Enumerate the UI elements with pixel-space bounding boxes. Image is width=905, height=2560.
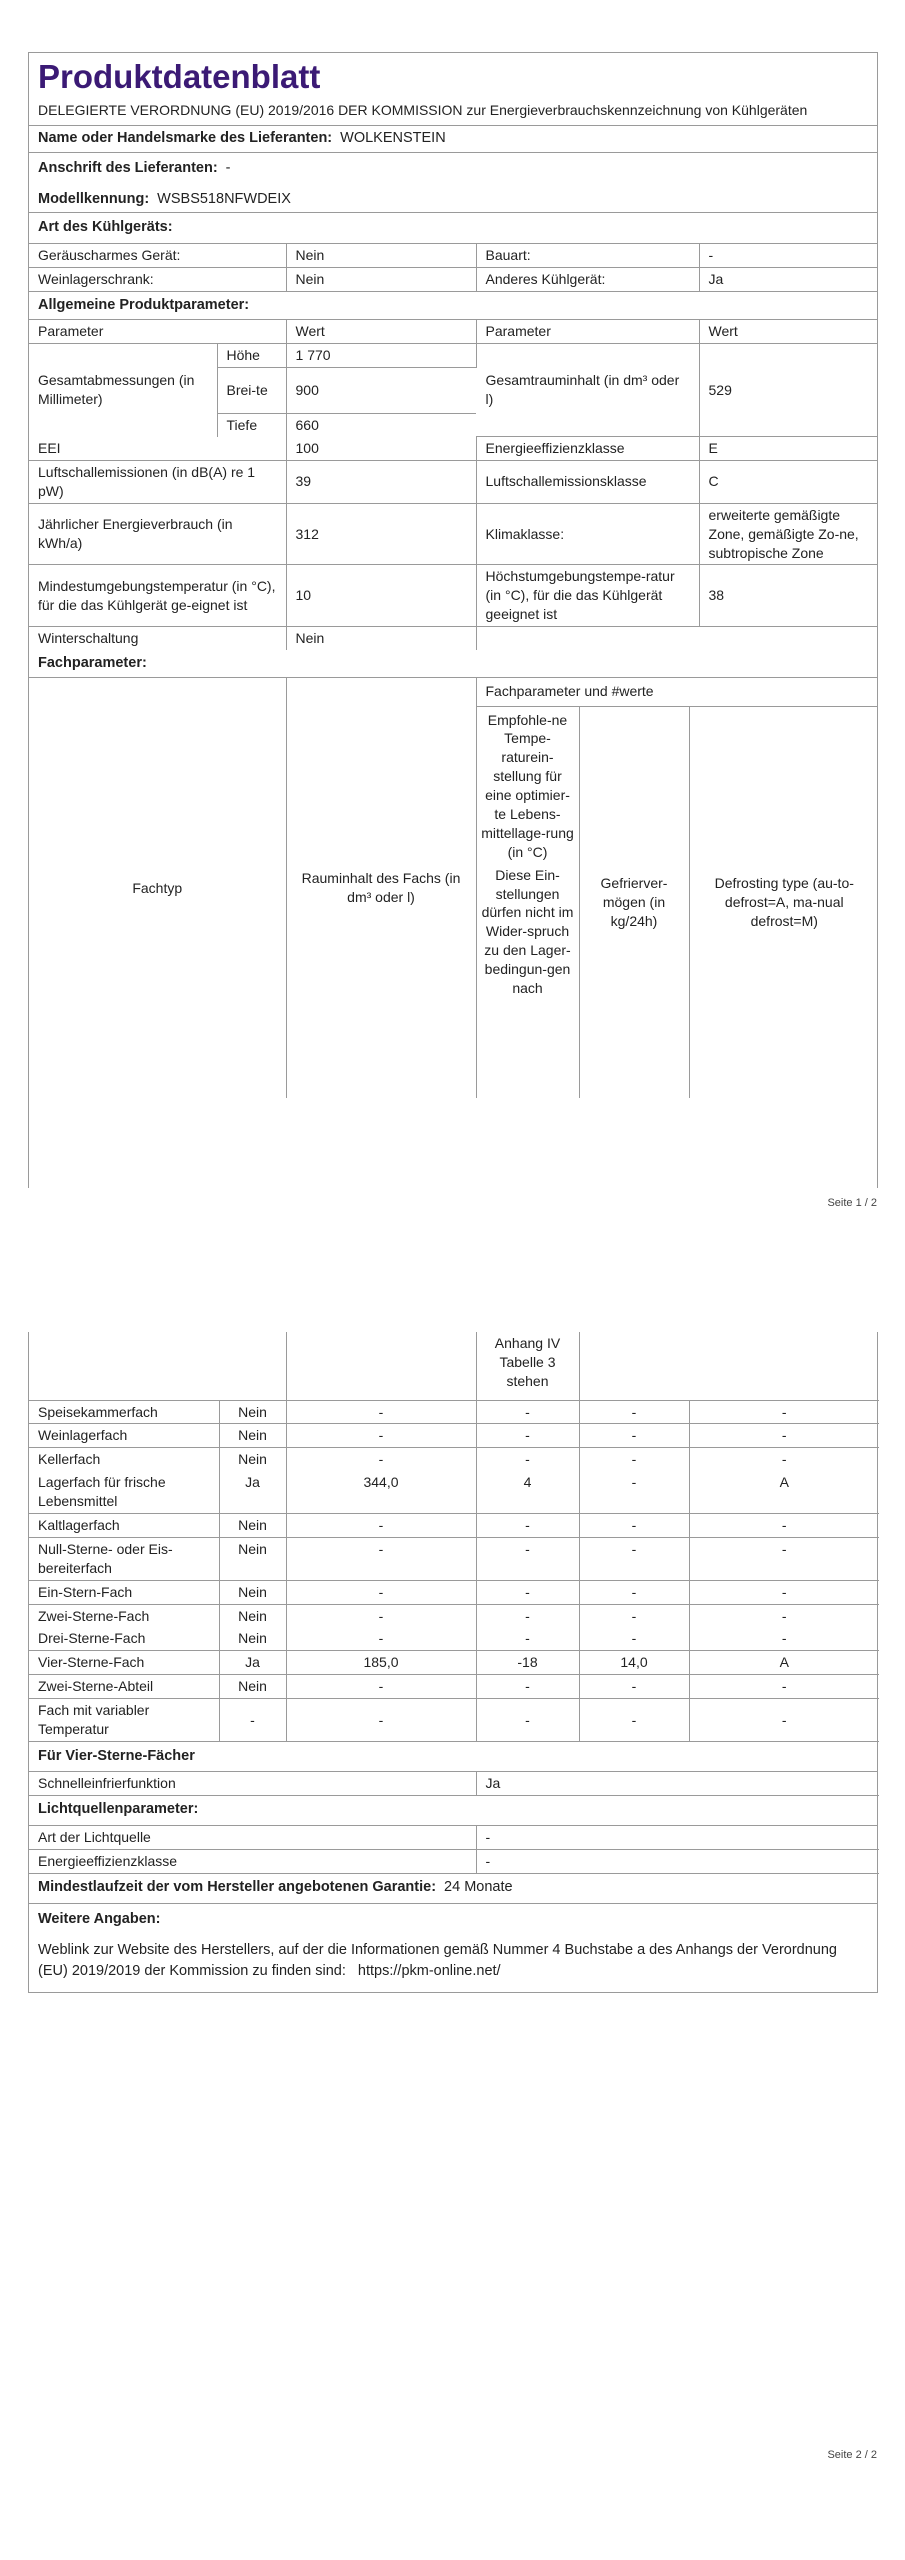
header-value: Wert (286, 320, 476, 343)
address-value: - (225, 160, 231, 177)
compartment-name: Speisekammerfach (29, 1400, 219, 1424)
compartment-defrost: - (689, 1627, 879, 1650)
supplier-label: Name oder Handelsmarke des Lieferanten: (38, 130, 333, 147)
further-section-heading: Weitere Angaben: (38, 1910, 161, 1927)
type-label: Bauart: (476, 244, 699, 267)
light-type-label: Art der Lichtquelle (29, 1826, 476, 1849)
compartment-freeze: - (579, 1513, 689, 1537)
fach-header-table (29, 678, 878, 1098)
supplier-value: WOLKENSTEIN (340, 130, 446, 147)
compartment-name: Zwei-Sterne-Fach (29, 1604, 219, 1627)
ee-class-value: E (699, 437, 878, 461)
regulation-subtitle: DELEGIERTE VERORDNUNG (EU) 2019/2016 DER KOMMISSION zur Energieverbrauchskennzeichnung von Kühlgeräten (29, 99, 877, 127)
ee-class-label: Energieeffizienzklasse (476, 437, 699, 461)
four-star-section-heading: Für Vier-Sterne-Fächer (29, 1742, 877, 1772)
compartment-present: Nein (219, 1448, 286, 1471)
compartment-name: Vier-Sterne-Fach (29, 1651, 219, 1675)
compartment-freeze: - (579, 1400, 689, 1424)
page-number-1: Seite 1 / 2 (827, 1197, 877, 1209)
warranty-row (29, 1874, 877, 1904)
energy-label: Jährlicher Energieverbrauch (in kWh/a) (29, 503, 286, 565)
light-type-value: - (476, 1826, 879, 1849)
compartment-defrost: - (689, 1699, 879, 1742)
compartment-volume: - (286, 1400, 476, 1424)
max-temp-label: Höchstumgebungstempe-ratur (in °C), für die das Kühlgerät geeignet ist (476, 565, 699, 627)
compartment-defrost: - (689, 1537, 879, 1580)
compartment-temp: - (476, 1513, 579, 1537)
height-label: Höhe (217, 343, 286, 367)
compartment-name: Kaltlagerfach (29, 1513, 219, 1537)
type-label: Anderes Kühlgerät: (476, 268, 699, 292)
compartment-name: Fach mit variabler Temperatur (29, 1699, 219, 1742)
compartment-name: Kellerfach (29, 1448, 219, 1471)
header-fachtyp: Fachtyp (29, 678, 286, 1098)
page-2 (0, 1240, 905, 2560)
header-defrost: Defrosting type (au-to-defrost=A, ma-nual defrost=M) (714, 874, 854, 929)
compartment-defrost: - (689, 1675, 879, 1699)
general-table (29, 320, 878, 650)
temperature-text-2: Diese Ein-stellungen dürfen nicht im Wider-spruch zu den Lager-bedingun-gen nach (481, 866, 574, 996)
header-volume: Rauminhalt des Fachs (in dm³ oder l) (286, 678, 476, 1098)
compartment-present: Ja (219, 1651, 286, 1675)
table-row (29, 1448, 879, 1471)
max-temp-value: 38 (699, 565, 878, 627)
compartment-defrost: - (689, 1513, 879, 1537)
compartment-defrost: A (689, 1471, 879, 1513)
compartment-temp: - (476, 1448, 579, 1471)
min-temp-label: Mindestumgebungstemperatur (in °C), für die das Kühlgerät ge-eignet ist (29, 565, 286, 627)
table-row (29, 1651, 879, 1675)
compartment-temp: - (476, 1604, 579, 1627)
compartment-temp: - (476, 1424, 579, 1448)
compartment-present: Nein (219, 1537, 286, 1580)
compartment-freeze: - (579, 1424, 689, 1448)
further-info (29, 1936, 877, 1992)
compartment-present: Nein (219, 1424, 286, 1448)
compartment-freeze: - (579, 1627, 689, 1650)
type-section-heading: Art des Kühlgeräts: (29, 213, 877, 244)
table-row (29, 1675, 879, 1699)
compartment-freeze: - (579, 1675, 689, 1699)
compartment-volume: - (286, 1424, 476, 1448)
type-row (29, 244, 878, 267)
table-row (29, 1537, 879, 1580)
type-value: - (699, 244, 878, 267)
compartment-volume: 185,0 (286, 1651, 476, 1675)
compartment-temp: - (476, 1675, 579, 1699)
general-header-row (29, 320, 878, 343)
temperature-text-1: Empfohle-ne Tempe-raturein-stellung für eine optimier-te Lebens-mittellage-rung (in °C) (481, 711, 574, 860)
winter-label: Winterschaltung (29, 627, 286, 650)
compartment-present: Nein (219, 1513, 286, 1537)
table-row (29, 1471, 879, 1513)
compartment-present: Nein (219, 1580, 286, 1604)
type-label: Geräuscharmes Gerät: (29, 244, 286, 267)
header-temperature (476, 706, 579, 1098)
header-param: Parameter (476, 320, 699, 343)
compartment-freeze: - (579, 1448, 689, 1471)
compartment-table (29, 1332, 879, 1742)
compartment-temp: 4 (476, 1471, 579, 1513)
table-row (29, 1604, 879, 1627)
light-class-value: - (476, 1849, 879, 1873)
type-row (29, 268, 878, 292)
compartment-volume: - (286, 1537, 476, 1580)
table-row (29, 1400, 879, 1424)
noise-class-value: C (699, 461, 878, 504)
compartment-freeze: - (579, 1471, 689, 1513)
volume-value: 529 (699, 343, 878, 436)
compartment-name: Zwei-Sterne-Abteil (29, 1675, 219, 1699)
light-section-heading: Lichtquellenparameter: (29, 1796, 877, 1826)
height-value: 1 770 (286, 343, 476, 367)
noise-label: Luftschallemissionen (in dB(A) re 1 pW) (29, 461, 286, 504)
compartment-present: - (219, 1699, 286, 1742)
compartment-name: Ein-Stern-Fach (29, 1580, 219, 1604)
compartment-name: Null-Sterne- oder Eis-bereiterfach (29, 1537, 219, 1580)
compartment-freeze: - (579, 1604, 689, 1627)
type-table (29, 244, 878, 292)
compartment-temp: -18 (476, 1651, 579, 1675)
compartment-volume: - (286, 1513, 476, 1537)
model-value: WSBS518NFWDEIX (157, 190, 291, 207)
compartment-volume: - (286, 1699, 476, 1742)
table-row (29, 1513, 879, 1537)
datasheet-page-1 (28, 52, 878, 1188)
compartment-present: Nein (219, 1400, 286, 1424)
compartment-defrost: A (689, 1651, 879, 1675)
energy-value: 312 (286, 503, 476, 565)
table-row (29, 1627, 879, 1650)
header-freeze: Gefrierver-mögen (in kg/24h) (579, 706, 689, 1098)
type-value: Ja (699, 268, 878, 292)
warranty-label: Mindestlaufzeit der vom Hersteller angebotenen Garantie: (38, 1879, 437, 1896)
page-title: Produktdatenblatt (38, 58, 321, 95)
page-number-2: Seite 2 / 2 (827, 2449, 877, 2461)
compartment-volume: - (286, 1627, 476, 1650)
compartment-volume: - (286, 1448, 476, 1471)
climate-label: Klimaklasse: (476, 503, 699, 565)
table-row (29, 1580, 879, 1604)
compartment-volume: - (286, 1580, 476, 1604)
header-continuation-row (29, 1332, 879, 1400)
compartment-freeze: 14,0 (579, 1651, 689, 1675)
compartment-temp: - (476, 1627, 579, 1650)
compartment-name: Weinlagerfach (29, 1424, 219, 1448)
address-label: Anschrift des Lieferanten: (38, 160, 218, 177)
eei-label: EEI (29, 437, 286, 461)
climate-value: erweiterte gemäßigte Zone, gemäßigte Zo-ne, subtropische Zone (699, 503, 878, 565)
winter-value: Nein (286, 627, 476, 650)
compartment-present: Nein (219, 1675, 286, 1699)
general-section-heading: Allgemeine Produktparameter: (29, 292, 877, 320)
compartment-defrost: - (689, 1400, 879, 1424)
width-value: 900 (286, 367, 476, 413)
compartment-defrost: - (781, 1607, 787, 1624)
dimensions-label: Gesamtabmessungen (in Millimeter) (29, 343, 217, 436)
compartment-present: Ja (219, 1471, 286, 1513)
further-text: Weblink zur Website des Herstellers, auf der die Informationen gemäß Nummer 4 Buchstabe a des Anhangs der Verordnung (EU) 2019/2019 der Kommission zu finden sind: (38, 1941, 838, 1979)
light-class-label: Energieeffizienzklasse (29, 1849, 476, 1873)
depth-label: Tiefe (217, 413, 286, 436)
compartment-present: Nein (219, 1627, 286, 1650)
light-table (29, 1826, 879, 1874)
compartment-defrost: - (689, 1424, 879, 1448)
quickfreeze-table (29, 1772, 879, 1796)
width-label: Brei-te (217, 367, 286, 413)
min-temp-value: 10 (286, 565, 476, 627)
temperature-text-3: Anhang IV Tabelle 3 stehen (476, 1332, 579, 1400)
type-value: Nein (286, 268, 476, 292)
compartment-temp: - (476, 1400, 579, 1424)
noise-value: 39 (286, 461, 476, 504)
compartment-freeze: - (579, 1537, 689, 1580)
table-row (29, 1699, 879, 1742)
datasheet-page-2 (28, 1332, 878, 1993)
address-row (29, 153, 877, 182)
model-label: Modellkennung: (38, 190, 150, 207)
compartment-defrost: - (781, 1451, 787, 1468)
type-value: Nein (286, 244, 476, 267)
compartment-name: Drei-Sterne-Fach (29, 1627, 219, 1650)
fach-section-heading: Fachparameter: (29, 650, 877, 678)
compartment-present: Nein (219, 1604, 286, 1627)
model-row (29, 182, 877, 214)
volume-label: Gesamtrauminhalt (in dm³ oder l) (476, 343, 699, 436)
compartment-freeze: - (579, 1580, 689, 1604)
compartment-defrost: - (689, 1580, 879, 1604)
compartment-volume: - (286, 1604, 476, 1627)
header-value: Wert (699, 320, 878, 343)
table-row (29, 1424, 879, 1448)
depth-value: 660 (295, 416, 319, 433)
eei-value: 100 (286, 437, 476, 461)
compartment-temp: - (476, 1699, 579, 1742)
compartment-freeze: - (579, 1699, 689, 1742)
noise-class-label: Luftschallemissionsklasse (476, 461, 699, 504)
supplier-row (29, 126, 877, 153)
header-param: Parameter (29, 320, 286, 343)
header-group: Fachparameter und #werte (476, 678, 878, 706)
page-1 (0, 0, 905, 1240)
compartment-name: Lagerfach für frische Lebensmittel (29, 1471, 219, 1513)
manufacturer-link[interactable]: https://pkm-online.net/ (357, 1962, 501, 1979)
compartment-temp: - (476, 1580, 579, 1604)
compartment-volume: 344,0 (286, 1471, 476, 1513)
quickfreeze-label: Schnelleinfrierfunktion (29, 1772, 476, 1795)
compartment-temp: - (476, 1537, 579, 1580)
type-label: Weinlagerschrank: (29, 268, 286, 292)
quickfreeze-value: Ja (476, 1772, 879, 1795)
compartment-volume: - (286, 1675, 476, 1699)
warranty-value: 24 Monate (444, 1879, 513, 1896)
